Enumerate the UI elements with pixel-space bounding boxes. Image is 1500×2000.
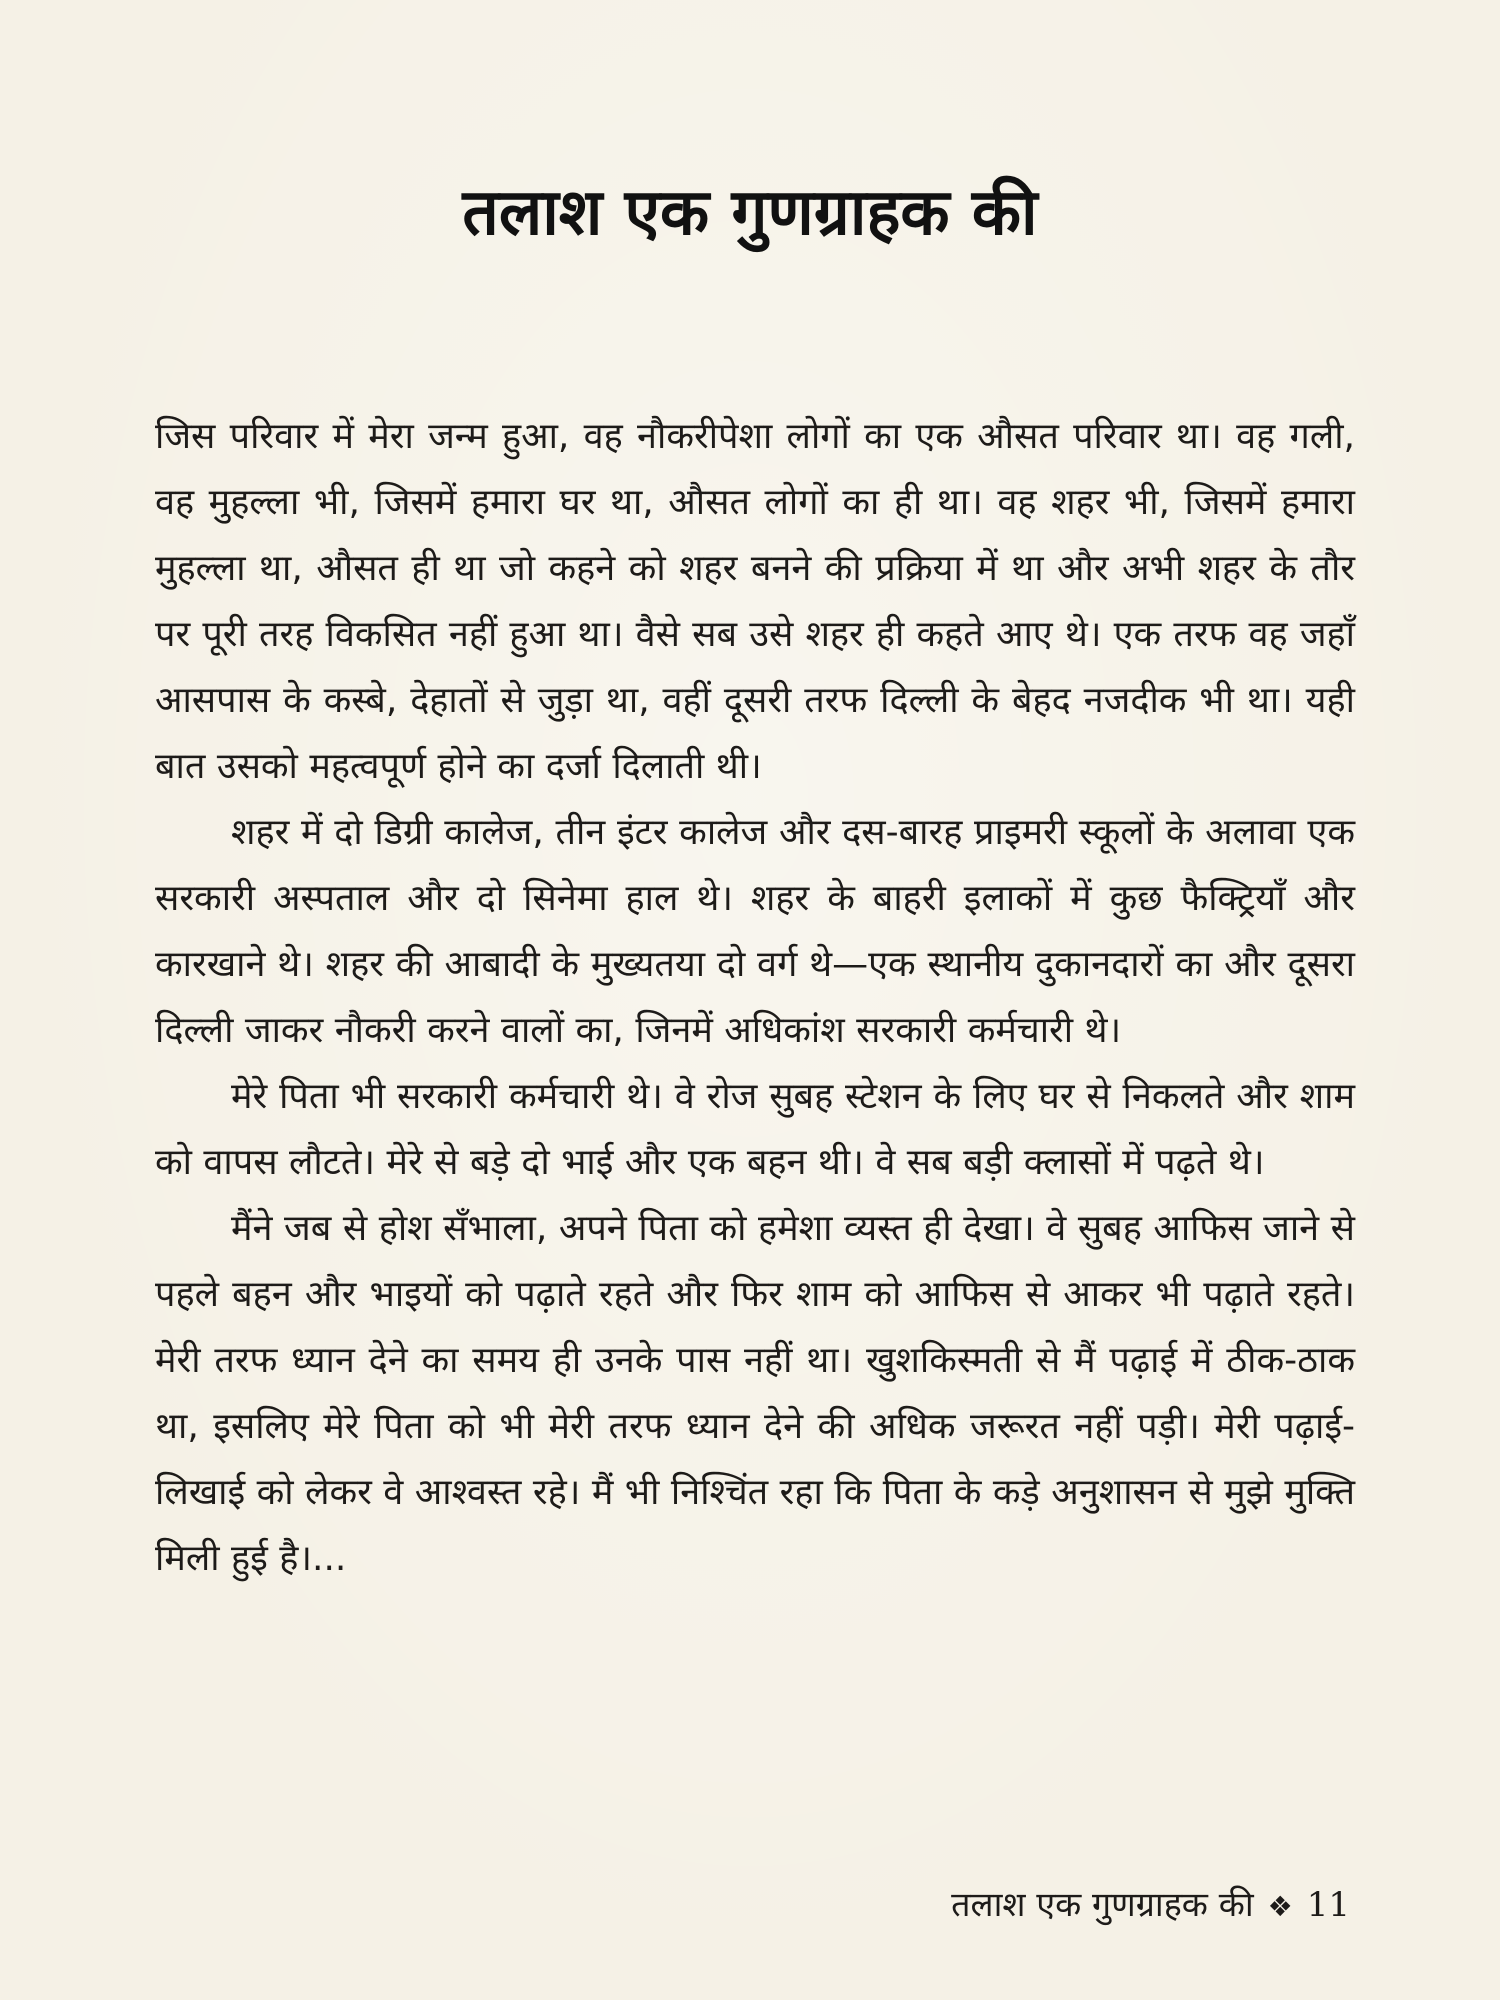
diamond-ornament-icon: ❖: [1267, 1889, 1293, 1923]
chapter-title: तलाश एक गुणग्राहक की: [462, 176, 1038, 250]
paragraph-4: मैंने जब से होश सँभाला, अपने पिता को हमेशा व्यस्त ही देखा। वे सुबह आफिस जाने से पहले बहन और भाइयों को पढ़ाते रहते और फिर शाम को आफिस से आकर भी पढ़ाते रहते। मेरी तरफ ध्यान देने का समय ही उनके पास नहीं था। खुशकिस्मती से मैं पढ़ाई में ठीक-ठाक था, इसलिए मेरे पिता को भी मेरी तरफ ध्यान देने की अधिक जरूरत नहीं पड़ी। मेरी पढ़ाई-लिखाई को लेकर वे आश्वस्त रहे। मैं भी निश्चिंत रहा कि पिता के कड़े अनुशासन से मुझे मुक्ति मिली हुई है।...: [155, 1208, 1355, 1579]
paragraph-3: मेरे पिता भी सरकारी कर्मचारी थे। वे रोज सुबह स्टेशन के लिए घर से निकलते और शाम को वापस लौटते। मेरे से बड़े दो भाई और एक बहन थी। वे सब बड़ी क्लासों में पढ़ते थे।: [155, 1076, 1355, 1183]
page-number: 11: [1306, 1885, 1350, 1925]
paragraph-1: जिस परिवार में मेरा जन्म हुआ, वह नौकरीपेशा लोगों का एक औसत परिवार था। वह गली, वह मुहल्ला भी, जिसमें हमारा घर था, औसत लोगों का ही था। वह शहर भी, जिसमें हमारा मुहल्ला था, औसत ही था जो कहने को शहर बनने की प्रक्रिया में था और अभी शहर के तौर पर पूरी तरह विकसित नहीं हुआ था। वैसे सब उसे शहर ही कहते आए थे। एक तरफ वह जहाँ आसपास के कस्बे, देहातों से जुड़ा था, वहीं दूसरी तरफ दिल्ली के बेहद नजदीक भी था। यही बात उसको महत्वपूर्ण होने का दर्जा दिलाती थी।: [155, 416, 1355, 787]
page-footer: [951, 1880, 1350, 1932]
paragraph-2: शहर में दो डिग्री कालेज, तीन इंटर कालेज और दस-बारह प्राइमरी स्कूलों के अलावा एक सरकारी अस्पताल और दो सिनेमा हाल थे। शहर के बाहरी इलाकों में कुछ फैक्ट्रियाँ और कारखाने थे। शहर की आबादी के मुख्यतया दो वर्ग थे—एक स्थानीय दुकानदारों का और दूसरा दिल्ली जाकर नौकरी करने वालों का, जिनमें अधिकांश सरकारी कर्मचारी थे।: [155, 812, 1355, 1051]
chapter-body: [155, 404, 1355, 1592]
running-title: तलाश एक गुणग्राहक की: [951, 1885, 1254, 1925]
